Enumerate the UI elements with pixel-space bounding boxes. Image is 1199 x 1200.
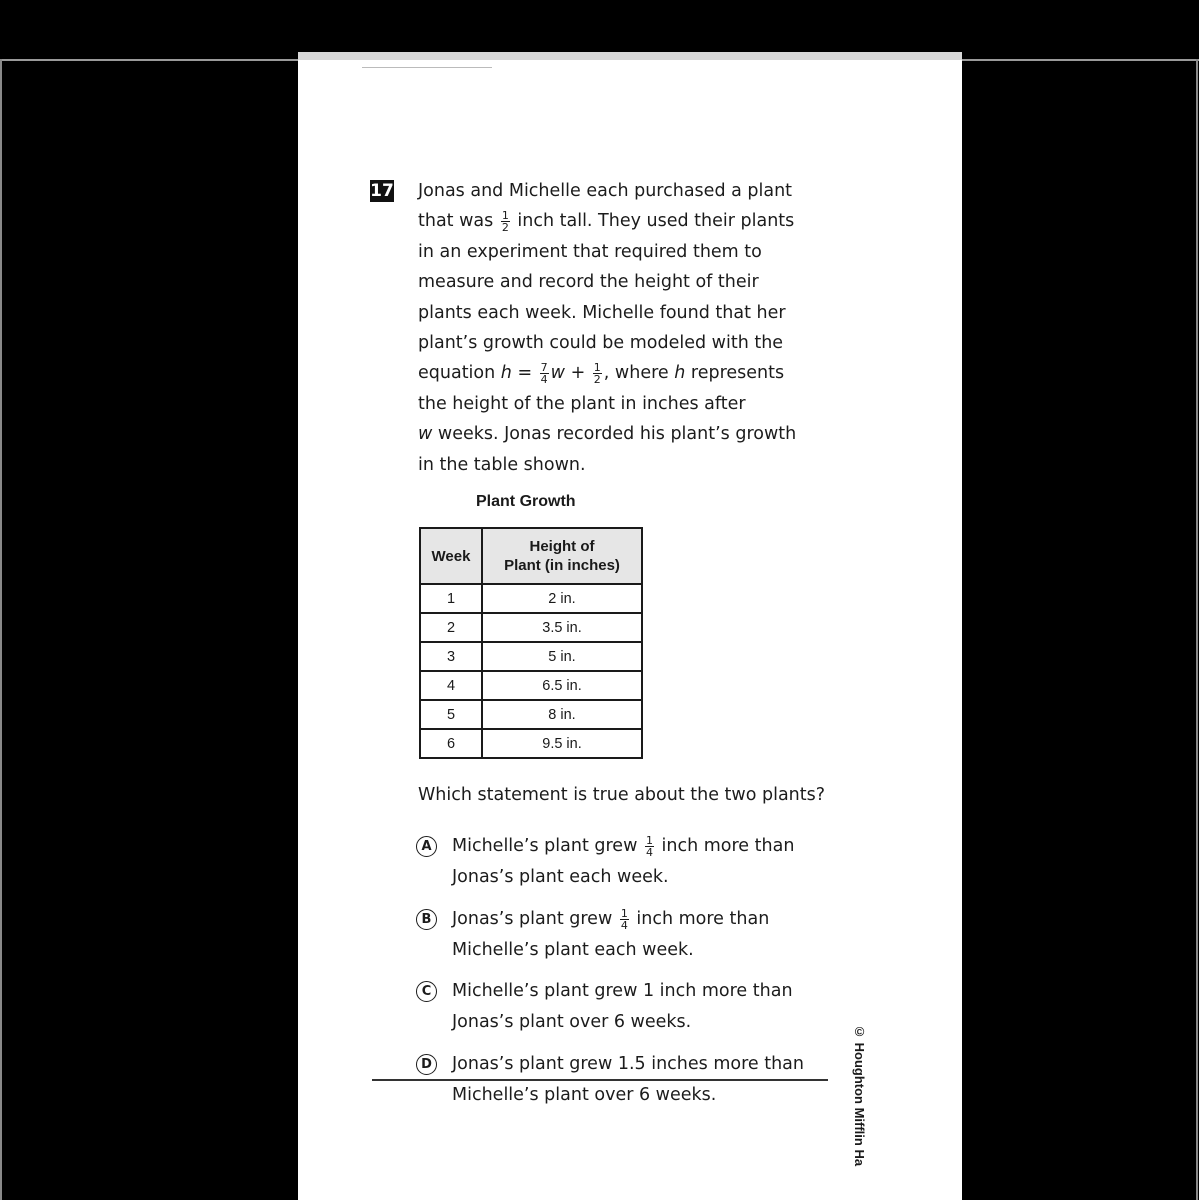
variable: w xyxy=(418,424,433,445)
option-line xyxy=(416,904,836,935)
table-row xyxy=(420,613,642,642)
text-run: the height of the plant in inches after xyxy=(418,393,746,414)
text-run: inch tall. They used their plants xyxy=(511,211,795,232)
table-row xyxy=(420,671,642,700)
option-letter-bubble[interactable]: A xyxy=(416,836,437,857)
text-run: inch more than xyxy=(655,836,795,856)
question-line xyxy=(418,389,838,419)
table-row xyxy=(420,729,642,758)
table-row xyxy=(420,584,642,613)
option-line xyxy=(416,1049,836,1080)
week-cell: 4 xyxy=(420,671,482,700)
plant-growth-table xyxy=(419,527,643,759)
text-run: weeks. Jonas recorded his plant’s growth xyxy=(432,424,797,445)
fraction-denominator: 2 xyxy=(593,372,601,386)
header-week: Week xyxy=(420,528,482,584)
worksheet-page xyxy=(298,52,962,1200)
bottom-rule xyxy=(372,1079,828,1081)
fraction xyxy=(540,362,549,385)
option-line xyxy=(416,976,836,1007)
week-cell: 2 xyxy=(420,613,482,642)
question-number-badge: 17 xyxy=(370,181,394,201)
question-line xyxy=(418,206,838,236)
fraction-denominator: 2 xyxy=(501,220,509,234)
text-run: that was xyxy=(418,211,499,232)
height-cell: 3.5 in. xyxy=(482,613,642,642)
question-line xyxy=(418,298,838,328)
fraction-denominator: 4 xyxy=(620,918,628,932)
text-run: Jonas’s plant over 6 weeks. xyxy=(452,1012,692,1032)
fraction xyxy=(593,362,602,385)
text-run: , where xyxy=(603,363,675,384)
fraction-numerator: 7 xyxy=(540,360,548,374)
option-line xyxy=(416,1080,836,1111)
text-run: Jonas’s plant grew 1.5 inches more than xyxy=(452,1054,804,1074)
question-line xyxy=(418,237,838,267)
height-cell: 8 in. xyxy=(482,700,642,729)
option-letter-bubble[interactable]: D xyxy=(416,1054,437,1075)
fraction-denominator: 4 xyxy=(645,845,653,859)
text-run: Michelle’s plant over 6 weeks. xyxy=(452,1085,717,1105)
fraction-numerator: 1 xyxy=(620,906,628,920)
variable: h xyxy=(674,363,686,384)
question-line xyxy=(418,358,838,388)
top-rule xyxy=(362,67,492,68)
text-run: Jonas and Michelle each purchased a plant xyxy=(418,181,793,201)
fraction-numerator: 1 xyxy=(645,833,653,847)
option-line xyxy=(416,1007,836,1038)
variable: w xyxy=(550,363,565,384)
text-run: in the table shown. xyxy=(418,454,586,475)
text-run: Jonas’s plant grew xyxy=(452,909,618,929)
height-cell: 6.5 in. xyxy=(482,671,642,700)
height-cell: 2 in. xyxy=(482,584,642,613)
question-line xyxy=(418,176,838,206)
text-run: inch more than xyxy=(630,909,770,929)
option-letter-bubble[interactable]: C xyxy=(416,981,437,1002)
text-run: Michelle’s plant each week. xyxy=(452,940,694,960)
fraction xyxy=(501,210,510,233)
option-a[interactable] xyxy=(416,831,836,893)
text-run: represents xyxy=(685,363,785,384)
question-line xyxy=(418,267,838,297)
option-letter-bubble[interactable]: B xyxy=(416,909,437,930)
header-height: Height of Plant (in inches) xyxy=(482,528,642,584)
copyright-notice: © Houghton Mifflin Ha xyxy=(852,1024,867,1167)
text-run: Jonas’s plant each week. xyxy=(452,867,669,887)
option-line xyxy=(416,935,836,966)
text-run: plants each week. Michelle found that her xyxy=(418,302,786,323)
option-b[interactable] xyxy=(416,904,836,966)
option-c[interactable] xyxy=(416,976,836,1038)
fraction-numerator: 1 xyxy=(501,208,509,222)
table-title: Plant Growth xyxy=(476,493,576,510)
table-header-row xyxy=(420,528,642,584)
question-line xyxy=(418,328,838,358)
text-run: Michelle’s plant grew 1 inch more than xyxy=(452,981,793,1001)
week-cell: 6 xyxy=(420,729,482,758)
text-run: + xyxy=(565,363,591,384)
text-run: measure and record the height of their xyxy=(418,272,759,293)
week-cell: 3 xyxy=(420,642,482,671)
text-run: plant’s growth could be modeled with the xyxy=(418,332,784,353)
option-line xyxy=(416,831,836,862)
fraction xyxy=(645,835,654,858)
frame-left-line xyxy=(0,59,2,1200)
week-cell: 5 xyxy=(420,700,482,729)
frame-right-line xyxy=(1196,59,1198,1200)
fraction-numerator: 1 xyxy=(593,360,601,374)
question-line xyxy=(418,450,838,480)
text-run: Michelle’s plant grew xyxy=(452,836,643,856)
option-line xyxy=(416,862,836,893)
variable: h xyxy=(500,363,512,384)
question-text xyxy=(418,176,838,480)
question-prompt: Which statement is true about the two plants? xyxy=(418,785,826,805)
fraction-denominator: 4 xyxy=(540,372,548,386)
table-row xyxy=(420,700,642,729)
fraction xyxy=(620,908,629,931)
height-cell: 5 in. xyxy=(482,642,642,671)
text-run: in an experiment that required them to xyxy=(418,241,762,262)
text-run: = xyxy=(511,363,538,384)
question-line xyxy=(418,419,838,449)
height-cell: 9.5 in. xyxy=(482,729,642,758)
table-row xyxy=(420,642,642,671)
week-cell: 1 xyxy=(420,584,482,613)
text-run: equation xyxy=(418,363,501,384)
page-top-bar xyxy=(298,52,962,60)
